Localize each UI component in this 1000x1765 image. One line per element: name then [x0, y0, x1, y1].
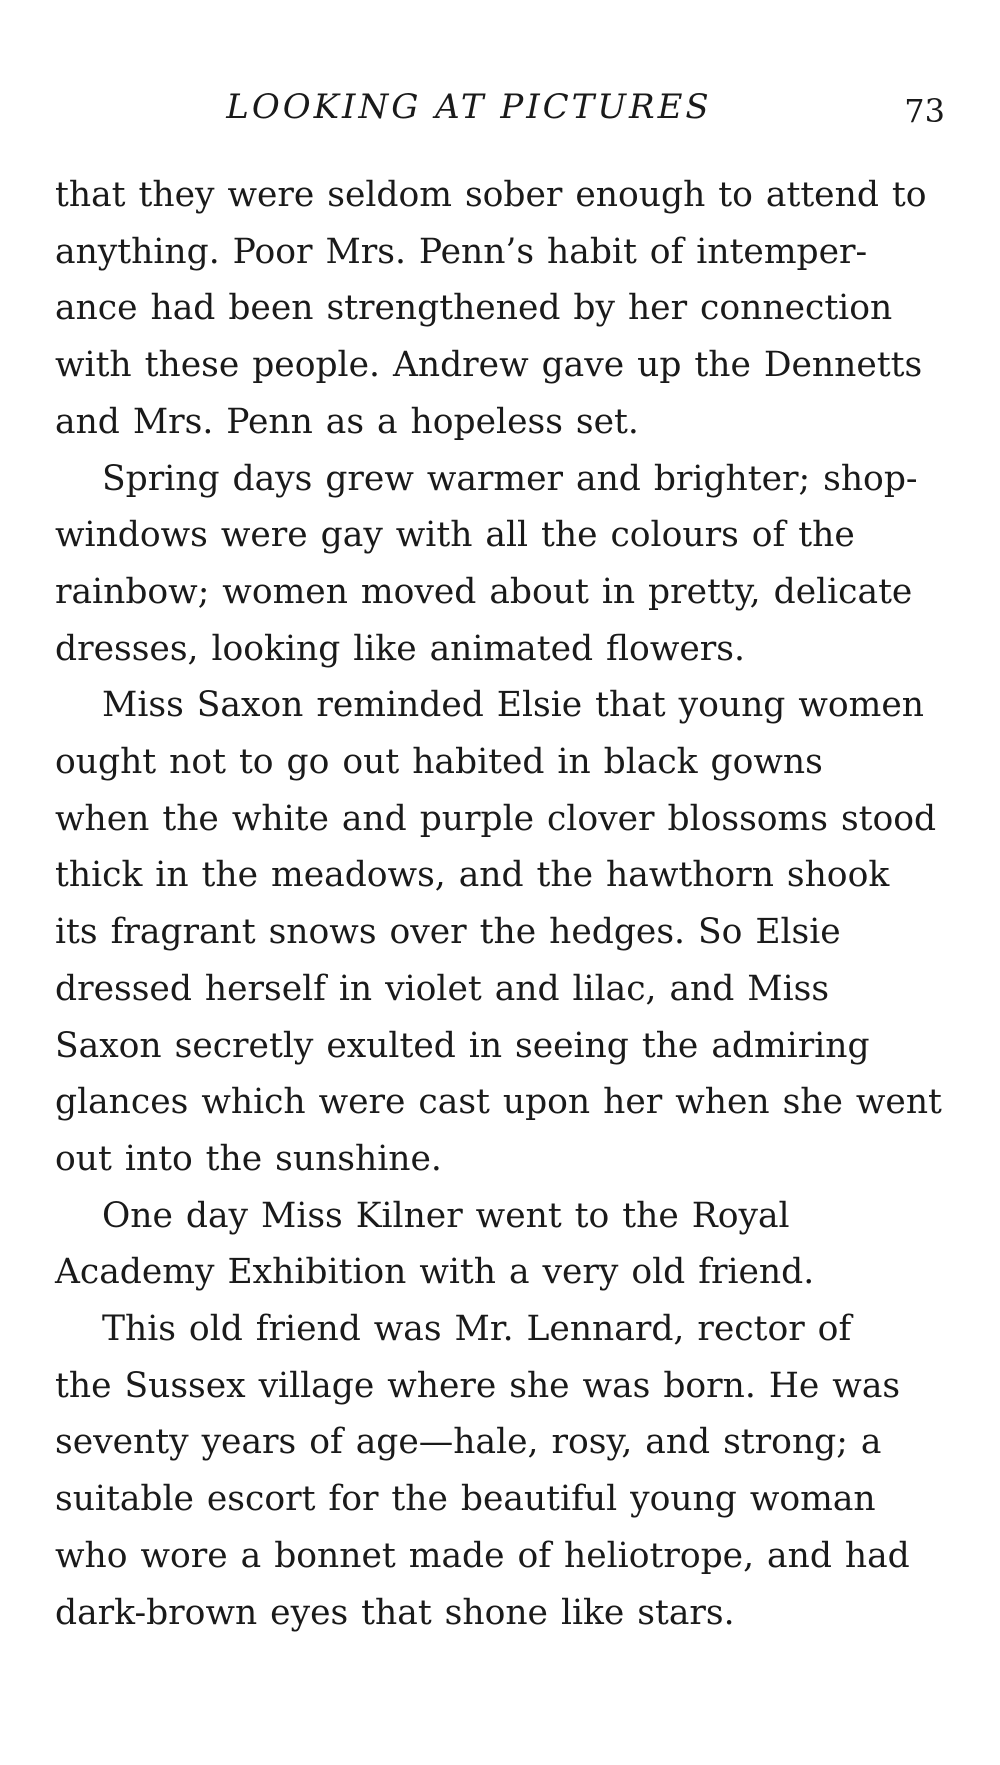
page-number: 73: [904, 92, 945, 130]
body-text: [55, 167, 945, 1641]
running-head: [55, 84, 945, 130]
paragraph-royal-academy: One day Miss Kilner went to the Royal Academy Exhibition with a very old friend.: [55, 1195, 815, 1293]
running-title: LOOKING AT PICTURES: [226, 87, 712, 127]
paragraph-spring-days: Spring days grew warmer and brighter; shop- windows were gay with all the colours of the rainbow; women moved about in pretty, delicate dresses, looking like animated flowers.: [55, 458, 918, 669]
paragraph-miss-saxon: Miss Saxon reminded Elsie that young women ought not to go out habited in black gowns when the white and purple clover blossoms stood thick in the meadows, and the hawthorn shook its fragrant snows over the hedges. So Elsie dressed herself in violet and lilac, and Miss Saxon secretly exulted in seeing the admiring glances which were cast upon her when she went out into the sunshine.: [55, 685, 942, 1179]
paragraph-mr-lennard: This old friend was Mr. Lennard, rector of the Sussex village where she was born. He was seventy years of age—hale, rosy, and strong; a suitable escort for the beautiful young woman who wore a bonnet made of heliotrope, and had dark-brown eyes that shone like stars.: [55, 1309, 910, 1633]
paragraph-continued: that they were seldom sober enough to attend to anything. Poor Mrs. Penn’s habit of intemper- ance had been strengthened by her connection with these people. Andrew gave up the Dennetts and Mrs. Penn as a hopeless set.: [55, 175, 927, 442]
